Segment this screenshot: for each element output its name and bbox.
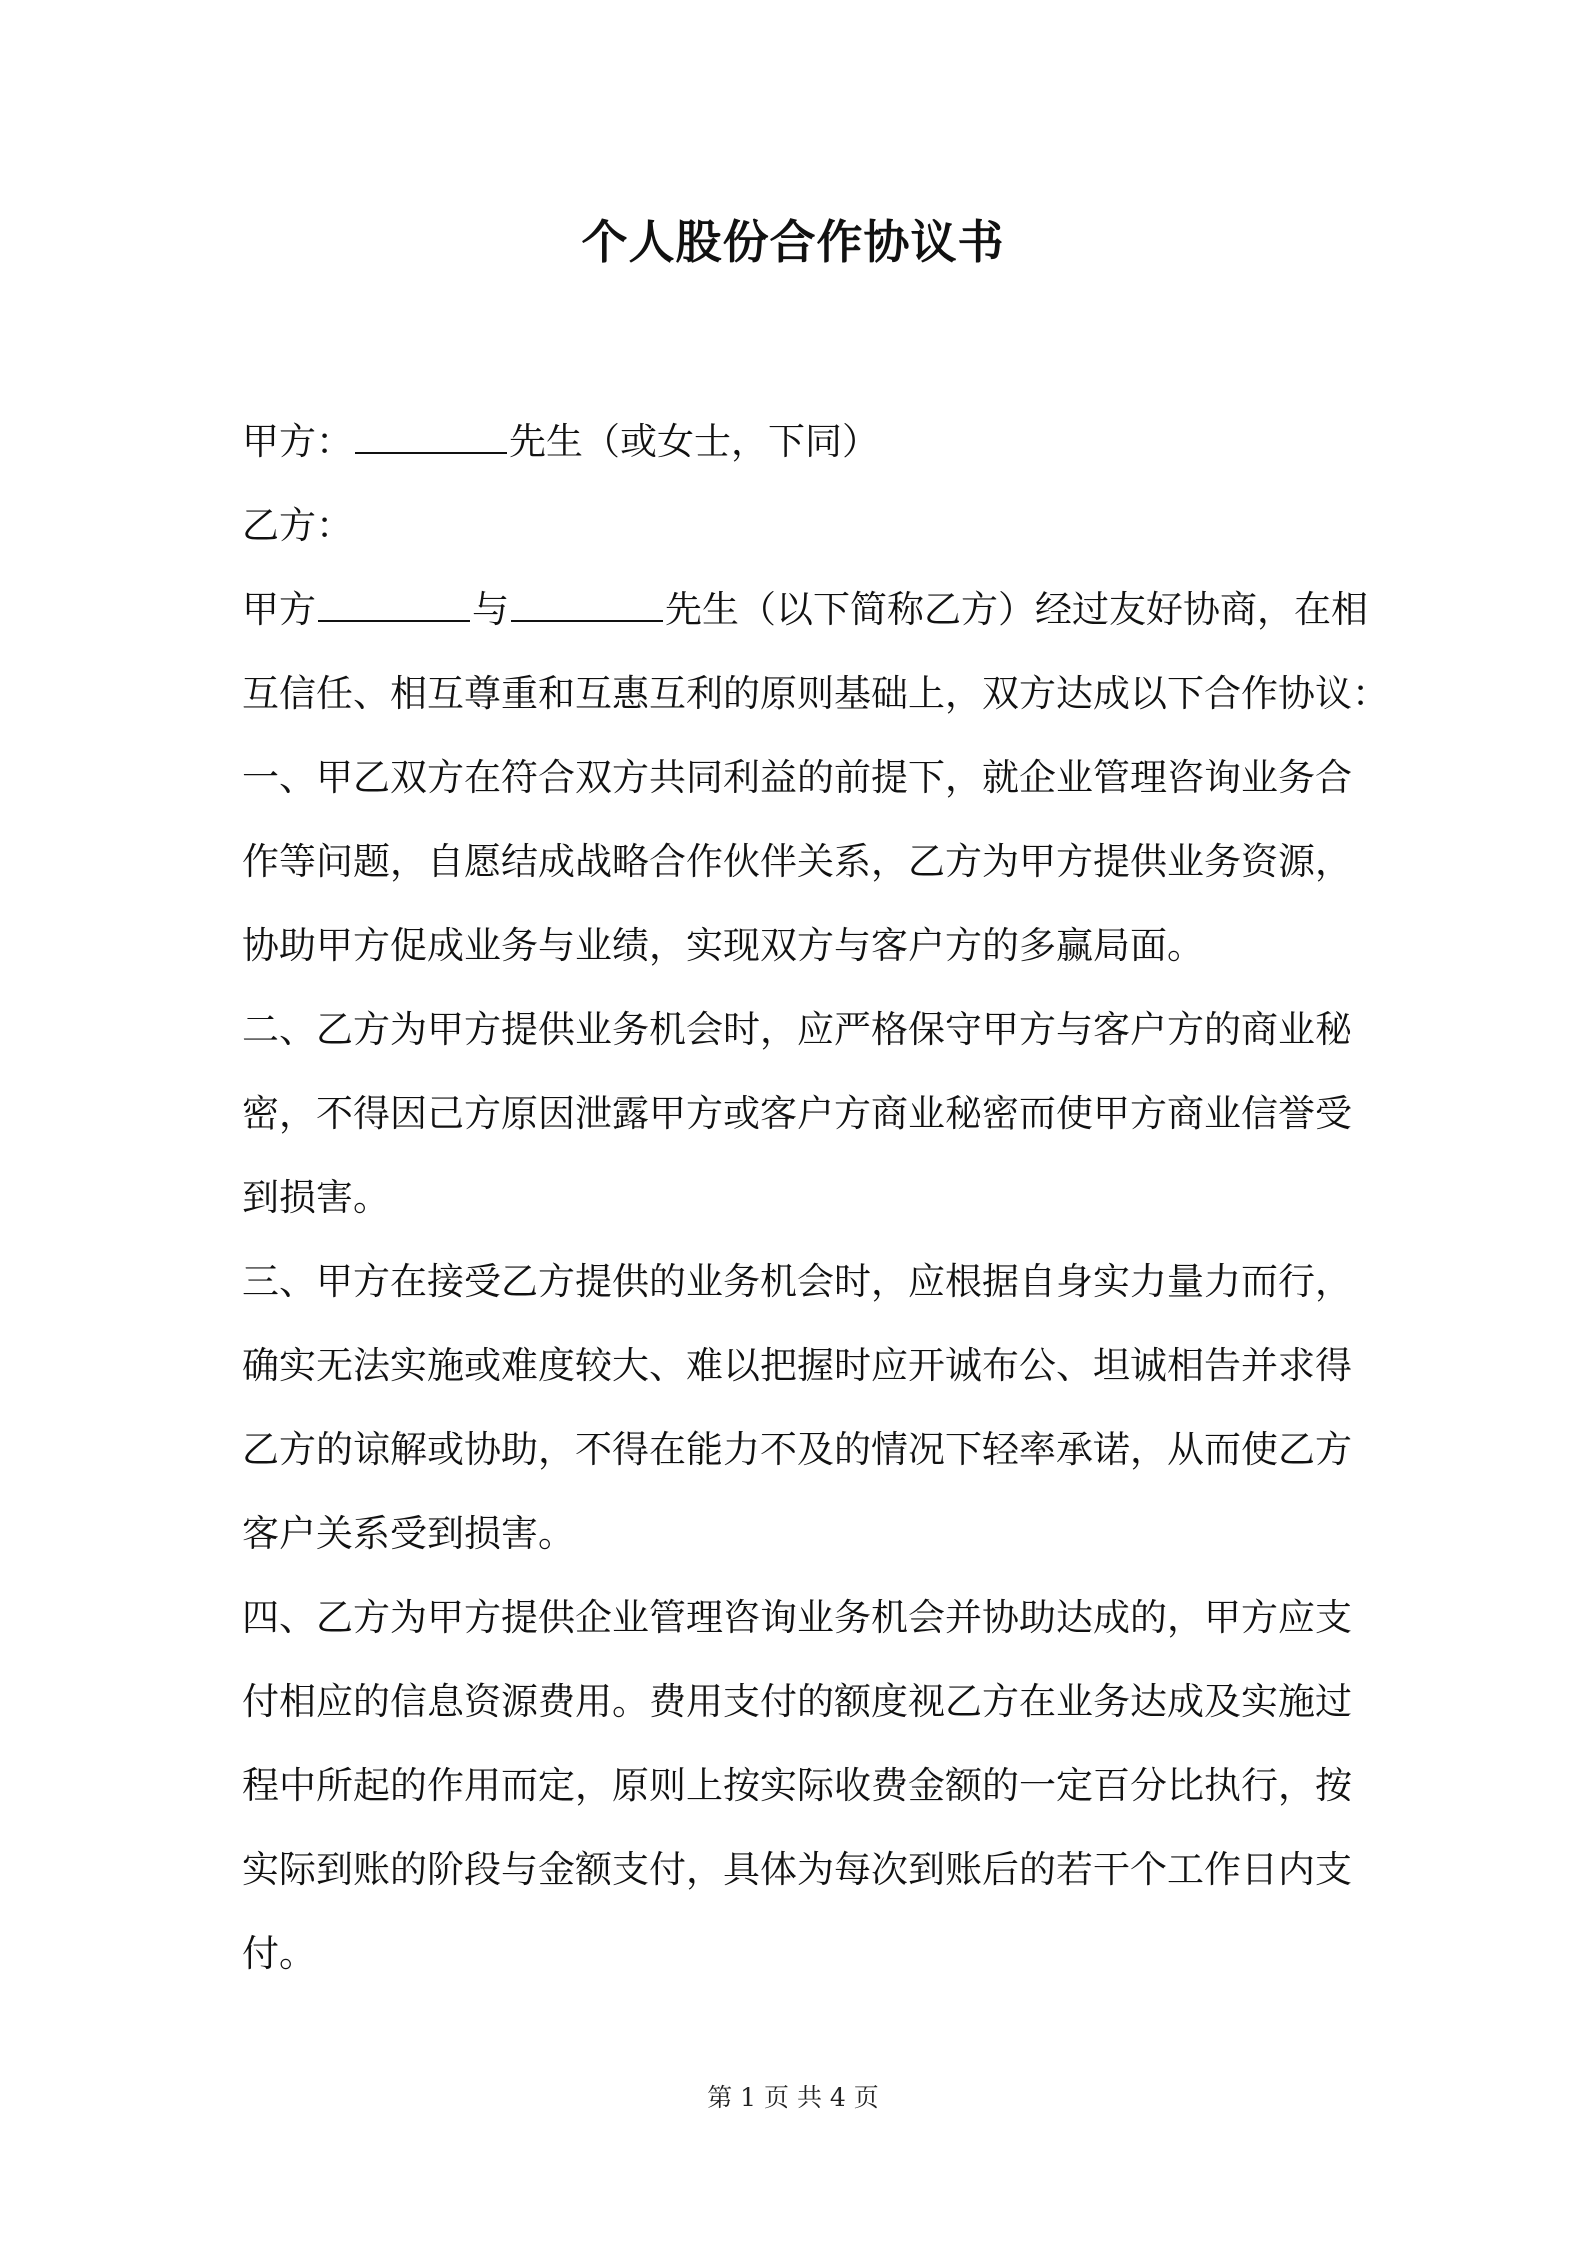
clause-3-line-3: 乙方的谅解或协助，不得在能力不及的情况下轻率承诺，从而使乙方 xyxy=(242,1428,1352,1471)
clause-4-line-1: 四、乙方为甲方提供企业管理咨询业务机会并协助达成的，甲方应支 xyxy=(242,1596,1352,1639)
party-a-name-blank xyxy=(355,416,507,454)
party-a-line xyxy=(242,400,1352,484)
intro-suffix: 先生（以下简称乙方）经过友好协商，在相 xyxy=(665,588,1368,631)
clause-4-line-4: 实际到账的阶段与金额支付，具体为每次到账后的若干个工作日内支 xyxy=(242,1848,1352,1891)
intro-line-2: 互信任、相互尊重和互惠互利的原则基础上，双方达成以下合作协议： xyxy=(242,672,1389,715)
intro-middle: 与 xyxy=(472,588,509,631)
page-number-footer: 第 1 页 共 4 页 xyxy=(707,2083,879,2112)
party-a-suffix: 先生（或女士，下同） xyxy=(509,420,879,463)
clause-2-line-2: 密，不得因己方原因泄露甲方或客户方商业秘密而使甲方商业信誉受 xyxy=(242,1092,1352,1135)
clause-1-line-1: 一、甲乙双方在符合双方共同利益的前提下，就企业管理咨询业务合 xyxy=(242,756,1352,799)
party-a-label: 甲方： xyxy=(242,420,353,463)
clause-1-line-2: 作等问题，自愿结成战略合作伙伴关系，乙方为甲方提供业务资源， xyxy=(242,840,1352,883)
clause-2-line-1: 二、乙方为甲方提供业务机会时，应严格保守甲方与客户方的商业秘 xyxy=(242,1008,1352,1051)
clause-3-line-4: 客户关系受到损害。 xyxy=(242,1512,575,1555)
clause-1-line-3: 协助甲方促成业务与业绩，实现双方与客户方的多赢局面。 xyxy=(242,924,1204,967)
party-b-label: 乙方： xyxy=(242,504,353,547)
intro-party-b-blank xyxy=(511,584,663,622)
intro-line-1 xyxy=(242,568,1368,652)
party-b-line xyxy=(242,484,1352,568)
page-title: 个人股份合作协议书 xyxy=(581,215,1005,269)
clause-4-line-2: 付相应的信息资源费用。费用支付的额度视乙方在业务达成及实施过 xyxy=(242,1680,1352,1723)
clause-2-line-3: 到损害。 xyxy=(242,1176,390,1219)
clause-4-line-3: 程中所起的作用而定，原则上按实际收费金额的一定百分比执行，按 xyxy=(242,1764,1352,1807)
document-body xyxy=(242,400,1389,1996)
intro-party-a-blank xyxy=(318,584,470,622)
clause-3-line-2: 确实无法实施或难度较大、难以把握时应开诚布公、坦诚相告并求得 xyxy=(242,1344,1352,1387)
clause-3-line-1: 三、甲方在接受乙方提供的业务机会时，应根据自身实力量力而行， xyxy=(242,1260,1352,1303)
clause-4-line-5: 付。 xyxy=(242,1932,316,1975)
intro-prefix: 甲方 xyxy=(242,588,316,631)
